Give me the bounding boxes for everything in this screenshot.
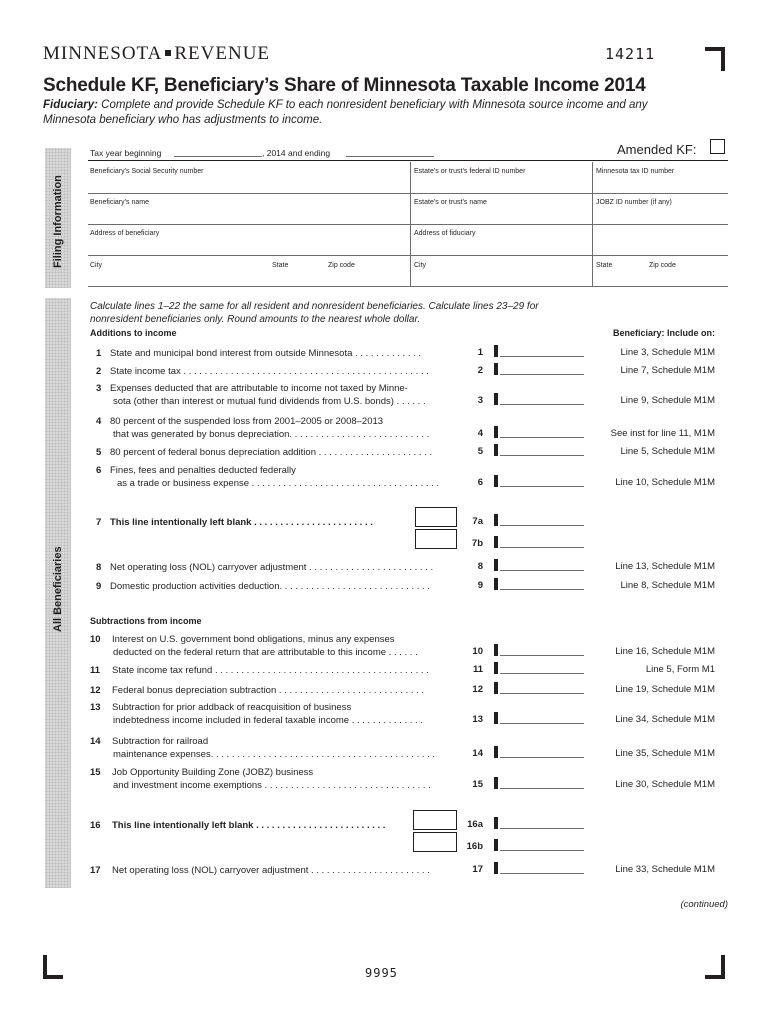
line-5-include-on: Line 5, Schedule M1M <box>620 446 715 457</box>
line-16b-ref: 16b <box>466 841 483 852</box>
city2-label: City <box>414 262 427 269</box>
line-11-ref: 11 <box>472 664 483 675</box>
line-1-include-on: Line 3, Schedule M1M <box>620 347 715 358</box>
line-15-text: 15 Job Opportunity Building Zone (JOBZ) business <box>90 767 314 778</box>
tax-year-end-field[interactable] <box>346 156 434 157</box>
line-14-text-cont: maintenance expenses. . . . . . . . . . . . . . . . . . . . . . . . . . . . . . . . . . . . . . . . . . . <box>113 749 436 760</box>
line-3-text-cont: sota (other than interest or mutual fund dividends from U.S. bonds) . . . . . . <box>113 396 426 407</box>
line-17-include-on: Line 33, Schedule M1M <box>615 864 715 875</box>
ben-name-label: Beneficiary’s name <box>90 199 150 206</box>
line-10-include-on: Line 16, Schedule M1M <box>615 646 715 657</box>
line-8-include-on: Line 13, Schedule M1M <box>615 561 715 572</box>
line-1-ref: 1 <box>477 347 483 358</box>
brand-left: MINNESOTA <box>43 43 163 64</box>
instr-text: Complete and provide Schedule KF to each nonresident beneficiary with Minnesota source income and any Minnesota beneficiary who has adjustments to income. <box>43 99 648 126</box>
calculation-instructions: Calculate lines 1–22 the same for all resident and nonresident beneficiaries. Calculate lines 23–29 for nonresident beneficiaries only. Round amounts to the nearest whole dollar. <box>90 301 539 325</box>
line-13-text-cont: indebtedness income included in federal taxable income . . . . . . . . . . . . . . <box>113 715 423 726</box>
line-7b-ref: 7b <box>471 538 483 549</box>
page-title: Schedule KF, Beneficiary’s Share of Minnesota Taxable Income 2014 <box>43 75 646 96</box>
line-9-text: 9 Domestic production activities deduction. . . . . . . . . . . . . . . . . . . . . . . . . . . . . <box>96 581 430 592</box>
line-10-text: 10 Interest on U.S. government bond obligations, minus any expenses <box>90 634 395 645</box>
line-3-ref: 3 <box>477 395 483 406</box>
form-code: 14211 <box>605 45 656 63</box>
line-17-ref: 17 <box>472 864 483 875</box>
line-15-include-on: Line 30, Schedule M1M <box>615 779 715 790</box>
line-8-ref: 8 <box>477 561 483 572</box>
ben-address-label: Address of beneficiary <box>90 230 160 237</box>
line-3-include-on: Line 9, Schedule M1M <box>620 395 715 406</box>
state-label: State <box>272 262 289 269</box>
agency-logo <box>43 43 270 65</box>
line-13-include-on: Line 34, Schedule M1M <box>615 714 715 725</box>
amended-label: Amended KF: <box>617 142 697 157</box>
ssn-field[interactable] <box>88 193 728 194</box>
filing-divider <box>88 160 728 161</box>
line-14-ref: 14 <box>472 748 483 759</box>
line-16-text: 16 This line intentionally left blank . . . . . . . . . . . . . . . . . . . . . . . . . <box>90 820 386 831</box>
subtractions-heading: Subtractions from income <box>90 616 202 626</box>
city-label: City <box>90 262 103 269</box>
line-7b-amount-field[interactable] <box>494 536 586 548</box>
line-16a-box[interactable] <box>413 810 457 830</box>
line-6-ref: 6 <box>477 477 483 488</box>
line-4-text-cont: that was generated by bonus depreciation. . . . . . . . . . . . . . . . . . . . . . . . . . . <box>113 429 430 440</box>
line-14-include-on: Line 35, Schedule M1M <box>615 748 715 759</box>
line-7a-box[interactable] <box>415 507 457 527</box>
city-field[interactable] <box>88 286 728 287</box>
line-16b-box[interactable] <box>413 832 457 852</box>
and-ending-label: , 2014 and ending <box>262 148 331 158</box>
line-10-text-cont: deducted on the federal return that are attributable to this income . . . . . . <box>113 647 418 658</box>
tax-year-begin-field[interactable] <box>174 156 262 157</box>
tax-year-beginning-label: Tax year beginning <box>90 148 162 158</box>
zip2-label: Zip code <box>649 262 676 269</box>
line-5-ref: 5 <box>477 446 483 457</box>
amended-checkbox[interactable] <box>710 139 725 154</box>
line-16a-ref: 16a <box>467 819 483 830</box>
filing-info-side-label: Filing Information <box>52 175 64 268</box>
line-7-text: 7 This line intentionally left blank . . . . . . . . . . . . . . . . . . . . . . . <box>96 517 373 528</box>
line-4-include-on: See inst for line 11, M1M <box>610 428 715 439</box>
line-16b-amount-field[interactable] <box>494 839 586 851</box>
corner-mark-bottom-right <box>705 975 725 979</box>
corner-mark-bottom-left <box>43 975 63 979</box>
line-15-ref: 15 <box>472 779 483 790</box>
line-11-text: 11 State income tax refund . . . . . . . . . . . . . . . . . . . . . . . . . . . . . . . . . . . . . . . . . <box>90 665 429 676</box>
footer-code: 9995 <box>365 966 398 980</box>
continued-note: (continued) <box>680 899 728 910</box>
state2-label: State <box>596 262 613 269</box>
all-beneficiaries-side-label: All Beneficiaries <box>52 546 64 632</box>
line-9-include-on: Line 8, Schedule M1M <box>620 580 715 591</box>
line-14-text: 14 Subtraction for railroad <box>90 736 209 747</box>
line-4-text: 4 80 percent of the suspended loss from 2001–2005 or 2008–2013 <box>96 416 384 427</box>
ben-name-field[interactable] <box>88 224 728 225</box>
additions-heading: Additions to income <box>90 328 177 338</box>
line-6-text-cont: as a trade or business expense . . . . . . . . . . . . . . . . . . . . . . . . . . . . . . . . . . . . <box>117 478 440 489</box>
jobz-label: JOBZ ID number (if any) <box>596 199 672 206</box>
line-12-ref: 12 <box>472 684 483 695</box>
include-on-heading: Beneficiary: Include on: <box>612 328 715 338</box>
fid-address-label: Address of fiduciary <box>414 230 476 237</box>
line-9-ref: 9 <box>477 580 483 591</box>
fed-id-label: Estate’s or trust’s federal ID number <box>414 168 526 175</box>
line-2-include-on: Line 7, Schedule M1M <box>620 365 715 376</box>
line-8-text: 8 Net operating loss (NOL) carryover adjustment . . . . . . . . . . . . . . . . . . . . . . . . <box>96 562 434 573</box>
mn-tax-id-label: Minnesota tax ID number <box>596 168 675 175</box>
brand-right: REVENUE <box>174 43 271 64</box>
line-12-include-on: Line 19, Schedule M1M <box>615 684 715 695</box>
corner-mark-top-right <box>721 47 725 71</box>
line-7a-amount-field[interactable] <box>494 514 586 526</box>
line-4-ref: 4 <box>477 428 483 439</box>
line-12-text: 12 Federal bonus depreciation subtraction . . . . . . . . . . . . . . . . . . . . . . . . . . . . <box>90 685 425 696</box>
line-16a-amount-field[interactable] <box>494 817 586 829</box>
address-field[interactable] <box>88 255 728 256</box>
line-2-text: 2 State income tax . . . . . . . . . . . . . . . . . . . . . . . . . . . . . . . . . . . . . . . . . . . . . . . <box>96 366 429 377</box>
line-2-ref: 2 <box>477 365 483 376</box>
line-15-text-cont: and investment income exemptions . . . . . . . . . . . . . . . . . . . . . . . . . . . . . . . . <box>113 780 431 791</box>
brand-separator-dot <box>165 50 171 56</box>
instr-bold-label: Fiduciary: <box>43 99 98 111</box>
line-7a-ref: 7a <box>472 516 483 527</box>
fiduciary-instructions <box>43 98 683 128</box>
line-1-text: 1 State and municipal bond interest from outside Minnesota . . . . . . . . . . . . . <box>96 348 422 359</box>
line-6-include-on: Line 10, Schedule M1M <box>615 477 715 488</box>
ssn-label: Beneficiary’s Social Security number <box>90 168 204 175</box>
line-3-text: 3 Expenses deducted that are attributable to income not taxed by Minne- <box>96 383 408 394</box>
line-5-text: 5 80 percent of federal bonus depreciation addition . . . . . . . . . . . . . . . . . . . . . . <box>96 447 433 458</box>
zip-label: Zip code <box>328 262 355 269</box>
line-13-ref: 13 <box>472 714 483 725</box>
line-11-include-on: Line 5, Form M1 <box>645 664 715 675</box>
line-7b-box[interactable] <box>415 529 457 549</box>
line-6-text: 6 Fines, fees and penalties deducted federally <box>96 465 296 476</box>
line-13-text: 13 Subtraction for prior addback of reacquisition of business <box>90 702 352 713</box>
estate-name-label: Estate’s or trust’s name <box>414 199 487 206</box>
line-17-text: 17 Net operating loss (NOL) carryover adjustment . . . . . . . . . . . . . . . . . . . . . . . <box>90 865 430 876</box>
line-10-ref: 10 <box>472 646 483 657</box>
